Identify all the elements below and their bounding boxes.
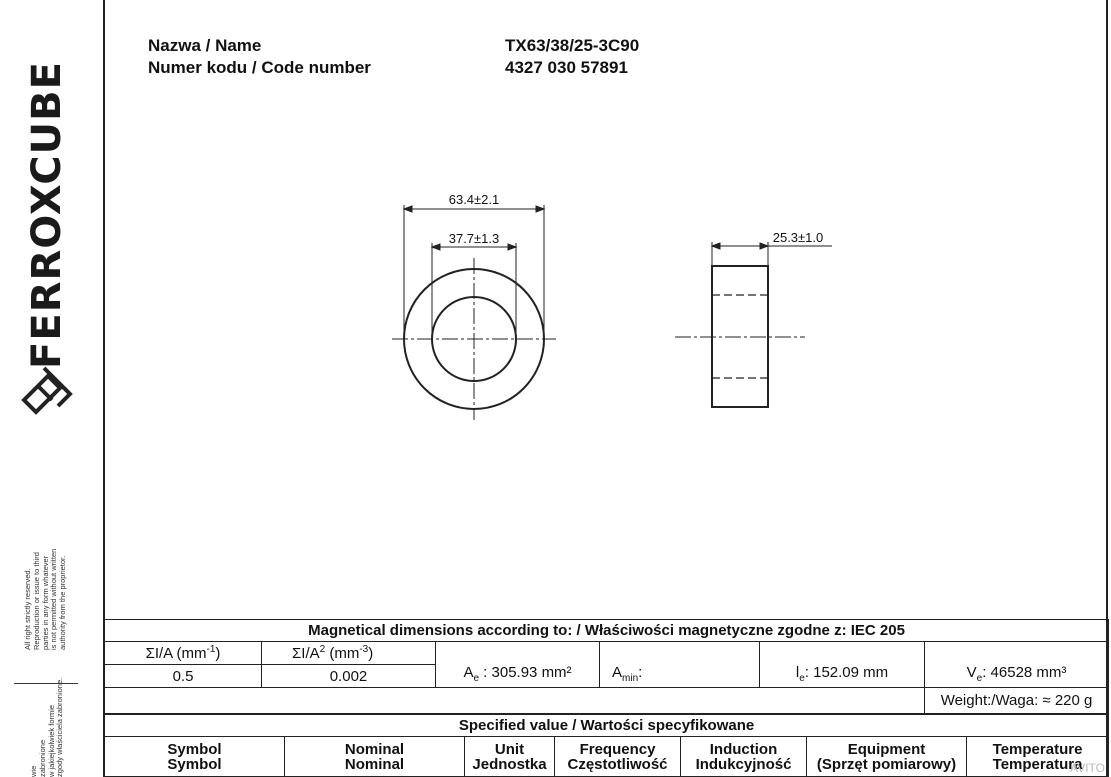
amin-cell: $A_{min}$:: [600, 642, 760, 688]
col-equipment: Equipment (Sprzęt pomiarowy): [807, 737, 967, 777]
col2-value: 0.002: [262, 665, 436, 688]
magnetic-table: [104, 619, 1109, 714]
magnetic-title: Magnetical dimensions according to: / Właściwości magnetyczne zgodne z: IEC 205: [105, 620, 1109, 642]
col-unit: Unit Jednostka: [465, 737, 555, 777]
brand-logo-text: FERROXCUBE: [24, 61, 70, 369]
inner-diameter-label: 37.7±1.3: [448, 231, 500, 246]
col-nominal: Nominal Nominal: [285, 737, 465, 777]
watermark: AVITO: [1070, 761, 1105, 775]
weight-cell: Weight:/Waga: ≈ 220 g: [925, 688, 1109, 714]
le-cell: $l_e$: 152.09 mm: [760, 642, 925, 688]
height-label: 25.3±1.0: [772, 230, 824, 245]
col2-header: $\Sigma I/A^2$ $(mm^{-3})$: [262, 642, 436, 665]
specified-title: Specified value / Wartości specyfikowane: [105, 715, 1109, 737]
code-label: Numer kodu / Code number: [148, 58, 371, 77]
outer-diameter-label: 63.4±2.1: [448, 192, 500, 207]
col-temperature: Temperature Temperatura: [967, 737, 1109, 777]
rights-notice: All right strictly reserved. Reproduction or issue to third parties in any form whatever is not permitted without written authority from the proprietor.: [23, 548, 68, 650]
rights-notice-pl: wie zabronione w jakiejkolwiek formie zgody właściciela zabronione.: [29, 677, 65, 777]
name-label: Nazwa / Name: [148, 36, 262, 55]
side-view: [675, 242, 832, 407]
col-symbol: Symbol Symbol: [105, 737, 285, 777]
toroid-drawing: [105, 180, 1105, 440]
specified-table: [104, 714, 1109, 777]
col1-header: ΣI/A $(mm^{-1})$: [105, 642, 262, 665]
col-frequency: Frequency Częstotliwość: [555, 737, 681, 777]
name-value: TX63/38/25-3C90: [505, 36, 640, 55]
ve-cell: $V_e$: 46528 mm³: [925, 642, 1109, 688]
ferroxcube-logo-icon: [14, 360, 80, 420]
col-induction: Induction Indukcyjność: [681, 737, 807, 777]
ae-cell: $A_e$ : 305.93 mm²: [436, 642, 600, 688]
col1-value: 0.5: [105, 665, 262, 688]
code-value: 4327 030 57891: [505, 58, 628, 77]
